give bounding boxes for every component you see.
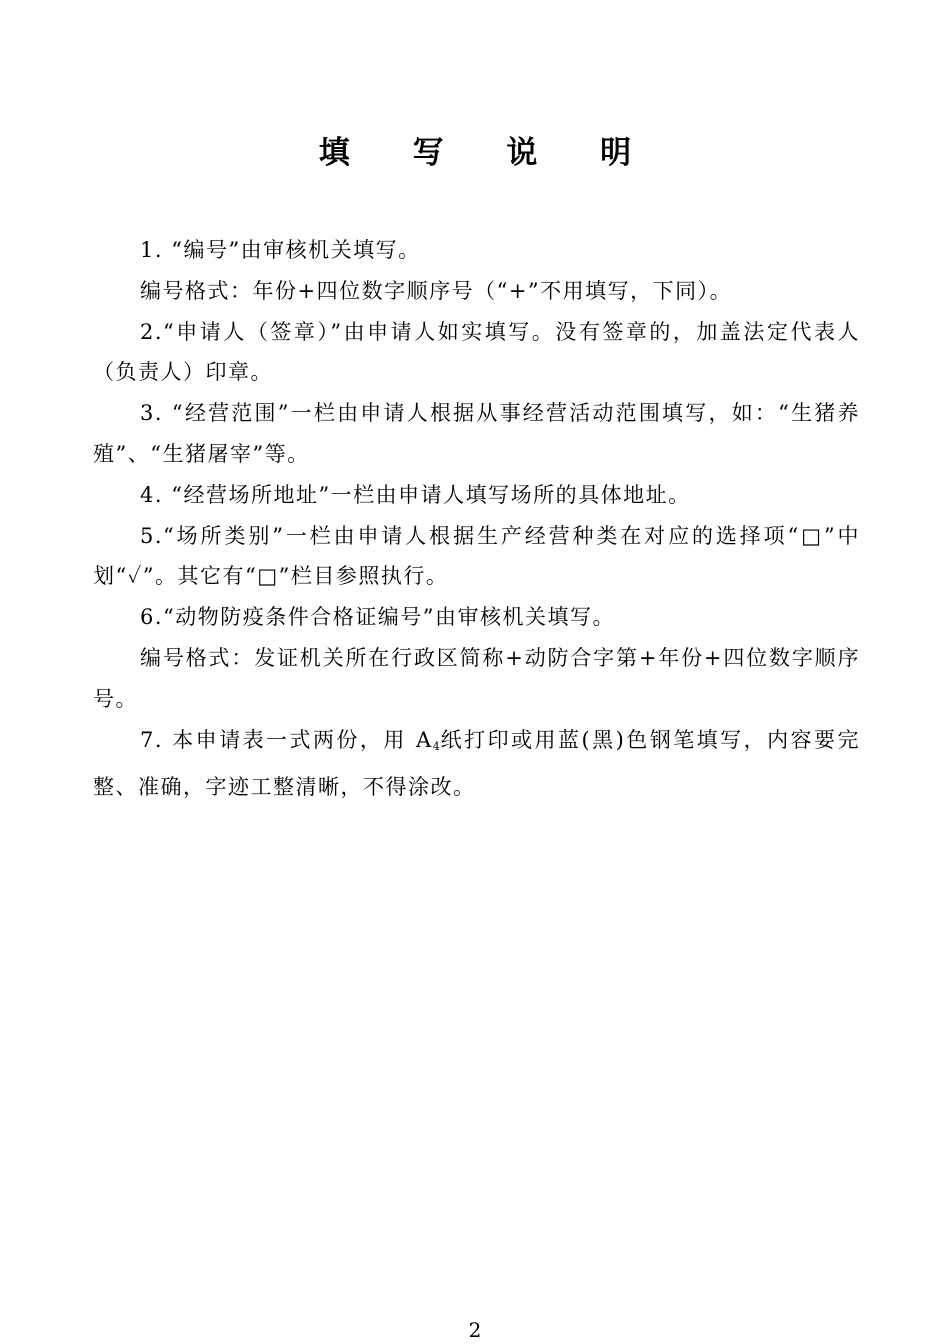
instruction-item-3: 3. “经营范围”一栏由申请人根据从事经营活动范围填写，如：“生猪养殖”、“生猪屠宰”等。	[93, 401, 860, 466]
paper-size-subscript: 4	[432, 739, 440, 753]
instruction-item-1: 1. “编号”由审核机关填写。	[140, 238, 421, 262]
page-title: 填 写 说 明	[318, 135, 658, 171]
instruction-item-7-before: 7. 本申请表一式两份，用 A	[140, 727, 433, 752]
instruction-item-4: 4. “经营场所地址”一栏由申请人填写场所的具体地址。	[140, 482, 691, 507]
instruction-item-5: 5.“场所类别”一栏由申请人根据生产经营种类在对应的选择项“□”中划“✓”。其它有“□”栏目参照执行。	[93, 523, 860, 589]
instructions-body	[93, 230, 860, 808]
instruction-item-7	[93, 720, 860, 809]
number-format-note-1: 编号格式：年份+四位数字顺序号（“+”不用填写，下同）。	[140, 278, 733, 303]
instruction-item-2: 2.“申请人（签章）”由申请人如实填写。没有签章的，加盖法定代表人（负责人）印章。	[93, 319, 860, 385]
number-format-note-2: 编号格式：发证机关所在行政区简称+动防合字第+年份+四位数字顺序号。	[93, 645, 860, 711]
instruction-item-7-after: 纸打印或用蓝(黑)色钢笔填写，内容要完整、准确，字迹工整清晰，不得涂改。	[93, 727, 860, 800]
instruction-item-6: 6.“动物防疫条件合格证编号”由审核机关填写。	[140, 605, 616, 630]
page-number: 2	[468, 1318, 482, 1342]
